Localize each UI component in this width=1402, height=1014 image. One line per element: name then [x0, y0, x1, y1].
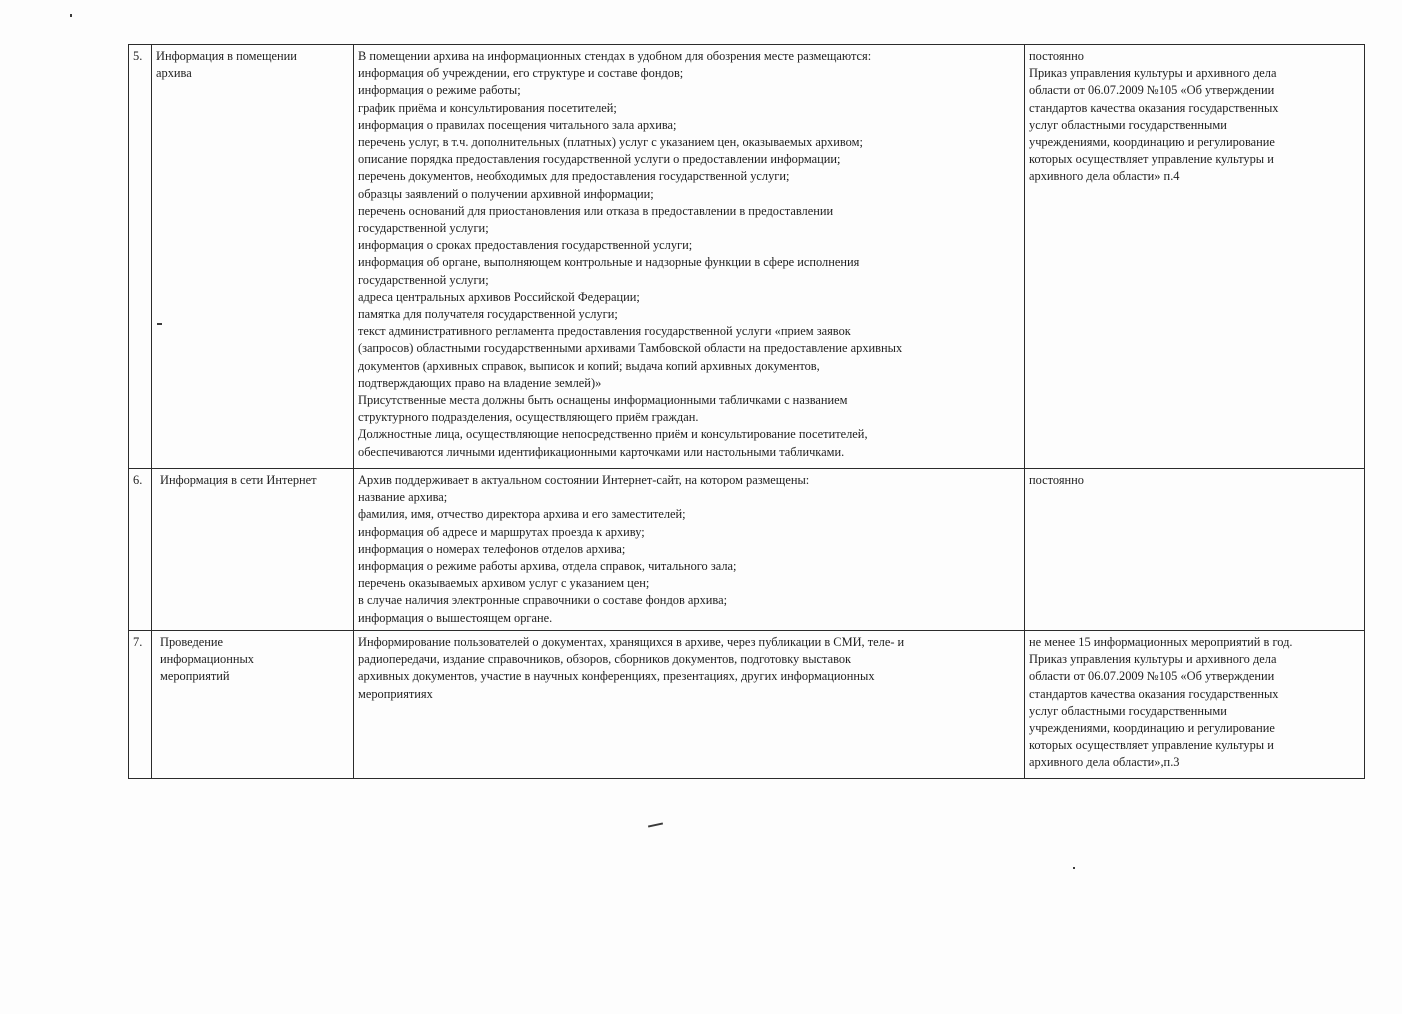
note-line: учреждениями, координацию и регулирование — [1029, 721, 1275, 736]
row-number-text: 5. — [133, 49, 143, 63]
content-line: памятка для получателя государственной услуги; — [358, 307, 618, 322]
content-line: название архива; — [358, 490, 448, 505]
content-line: информация о режиме работы; — [358, 83, 521, 98]
services-table — [128, 44, 1365, 779]
content-line: В помещении архива на информационных стендах в удобном для обозрения месте размещаются: — [358, 49, 872, 63]
content-line: информация о режиме работы архива, отдела справок, читального зала; — [358, 559, 737, 574]
content-line: государственной услуги; — [358, 272, 489, 287]
row-content — [354, 469, 1025, 631]
note-line: стандартов качества оказания государственных — [1029, 686, 1279, 701]
content-line: информация о сроках предоставления государственной услуги; — [358, 238, 693, 253]
note-line: постоянно — [1029, 473, 1085, 487]
content-line: перечень оказываемых архивом услуг с указанием цен; — [358, 576, 650, 591]
table-row — [129, 469, 1365, 631]
note-line: стандартов качества оказания государственных — [1029, 100, 1279, 115]
content-line: перечень услуг, в т.ч. дополнительных (платных) услуг с указанием цен, оказываемых архивом; — [358, 135, 863, 150]
content-line: образцы заявлений о получении архивной информации; — [358, 186, 654, 201]
row-number — [129, 45, 152, 469]
table-row — [129, 45, 1365, 469]
row-title — [152, 631, 354, 779]
content-line: Информирование пользователей о документах, хранящихся в архиве, через публикации в СМИ, теле- и — [358, 635, 905, 649]
note-line: области от 06.07.2009 №105 «Об утверждении — [1029, 669, 1275, 684]
content-line: описание порядка предоставления государственной услуги о предоставлении информации; — [358, 152, 841, 167]
row-number-text: 7. — [133, 635, 143, 649]
row-content — [354, 631, 1025, 779]
row-title — [152, 45, 354, 469]
note-line: архивного дела области»,п.3 — [1029, 755, 1180, 770]
scan-mark — [70, 14, 72, 17]
content-line: фамилия, имя, отчество директора архива и его заместителей; — [358, 507, 686, 522]
content-line: структурного подразделения, осуществляющего приём граждан. — [358, 410, 699, 425]
content-line: информация об учреждении, его структуре и составе фондов; — [358, 66, 684, 81]
row-note — [1025, 631, 1365, 779]
scan-mark — [1073, 867, 1075, 869]
content-line: перечень оснований для приостановления или отказа в предоставлении в предоставлении — [358, 203, 834, 218]
table-row — [129, 631, 1365, 779]
content-line: архивных документов, участие в научных конференциях, презентациях, других информационных — [358, 669, 875, 684]
content-line: (запросов) областными государственными архивами Тамбовской области на предоставление архивных — [358, 341, 903, 356]
note-line: постоянно — [1029, 49, 1085, 63]
content-line: информация о правилах посещения читального зала архива; — [358, 117, 677, 132]
content-line: перечень документов, необходимых для предоставления государственной услуги; — [358, 169, 790, 184]
title-line: информационных — [160, 652, 254, 667]
content-line: мероприятиях — [358, 686, 433, 701]
note-line: области от 06.07.2009 №105 «Об утверждении — [1029, 83, 1275, 98]
content-line: государственной услуги; — [358, 221, 489, 236]
note-line: которых осуществляет управление культуры и — [1029, 152, 1274, 167]
note-line: услуг областными государственными — [1029, 703, 1227, 718]
row-title — [152, 469, 354, 631]
note-line: услуг областными государственными — [1029, 117, 1227, 132]
content-line: информация о вышестоящем органе. — [358, 610, 553, 625]
row-note — [1025, 469, 1365, 631]
row-content — [354, 45, 1025, 469]
row-number-text: 6. — [133, 473, 143, 487]
scan-mark — [648, 822, 663, 827]
title-line: мероприятий — [160, 669, 230, 684]
title-line: Информация в сети Интернет — [160, 473, 317, 487]
note-line: Приказ управления культуры и архивного дела — [1029, 652, 1277, 667]
content-line: информация об органе, выполняющем контрольные и надзорные функции в сфере исполнения — [358, 255, 860, 270]
title-line: Проведение — [160, 635, 224, 649]
content-line: график приёма и консультирования посетителей; — [358, 100, 617, 115]
content-line: подтверждающих право на владение землей)» — [358, 375, 602, 390]
row-note — [1025, 45, 1365, 469]
note-line: не менее 15 информационных мероприятий в год. — [1029, 635, 1293, 649]
content-line: радиопередачи, издание справочников, обзоров, сборников документов, подготовку выставок — [358, 652, 852, 667]
content-line: Должностные лица, осуществляющие непосредственно приём и консультирование посетителей, — [358, 427, 868, 442]
content-line: текст административного регламента предоставления государственной услуги «прием заявок — [358, 324, 851, 339]
content-line: информация о номерах телефонов отделов архива; — [358, 541, 626, 556]
content-line: в случае наличия электронные справочники о составе фондов архива; — [358, 593, 728, 608]
row-number — [129, 469, 152, 631]
content-line: Архив поддерживает в актуальном состоянии Интернет-сайт, на котором размещены: — [358, 473, 810, 487]
note-line: которых осуществляет управление культуры и — [1029, 738, 1274, 753]
content-line: обеспечиваются личными идентификационными карточками или настольными табличками. — [358, 444, 845, 459]
content-line: документов (архивных справок, выписок и копий; выдача копий архивных документов, — [358, 358, 820, 373]
title-line: архива — [156, 66, 192, 81]
note-line: Приказ управления культуры и архивного дела — [1029, 66, 1277, 81]
content-line: информация об адресе и маршрутах проезда к архиву; — [358, 524, 645, 539]
title-line: Информация в помещении — [156, 49, 297, 63]
content-line: Присутственные места должны быть оснащены информационными табличками с названием — [358, 393, 848, 408]
note-line: архивного дела области» п.4 — [1029, 169, 1180, 184]
note-line: учреждениями, координацию и регулирование — [1029, 135, 1275, 150]
row-number — [129, 631, 152, 779]
content-line: адреса центральных архивов Российской Федерации; — [358, 289, 640, 304]
